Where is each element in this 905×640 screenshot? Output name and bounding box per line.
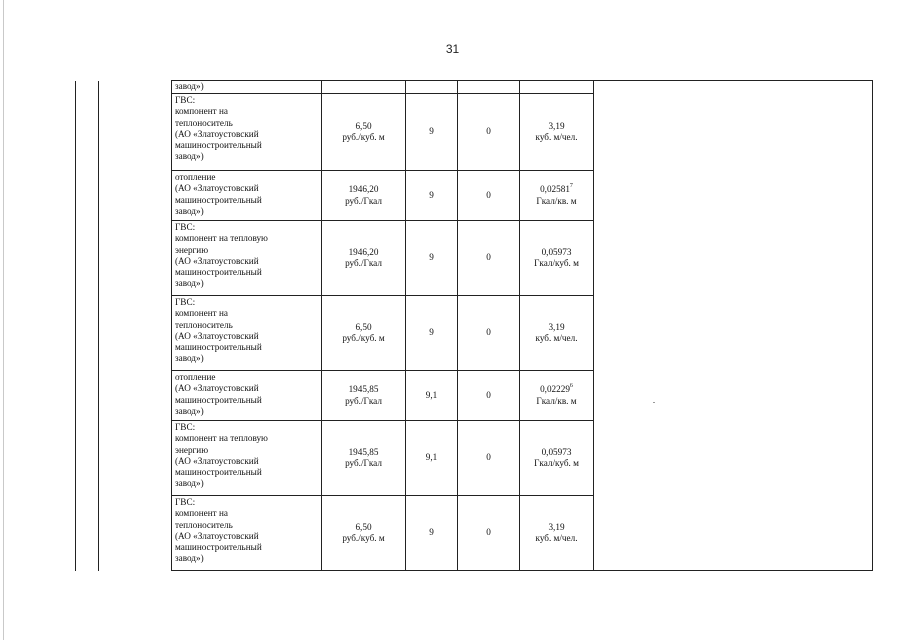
page-number: 31 (445, 42, 460, 56)
service-name-line: завод») (175, 151, 204, 162)
service-name-line: компонент на (175, 106, 228, 117)
cell-norm (520, 496, 594, 571)
cell-col3: 9 (406, 171, 458, 221)
price-value: 1946,20 (348, 246, 379, 257)
norm-value: 3,19 (548, 321, 565, 332)
cell-norm (520, 421, 594, 496)
cell-norm (520, 94, 594, 171)
norm-value: 0,05973 (541, 446, 572, 457)
cell-index (76, 81, 99, 94)
cell-price (322, 221, 406, 296)
footnote-mark: 7 (569, 183, 573, 190)
cell-service-name (172, 296, 322, 371)
service-name-line: завод») (175, 478, 204, 489)
cell-price-empty (322, 81, 406, 94)
cell-col4-empty (458, 81, 520, 94)
service-name-line: завод») (175, 405, 204, 416)
service-name-line: завод») (175, 353, 204, 364)
service-name-line: отопление (175, 172, 216, 182)
norm-unit: Гкал/кв. м (536, 395, 577, 406)
cell-norm (520, 371, 594, 421)
cell-service-name (172, 171, 322, 221)
service-name-line: компонент на тепловую (175, 433, 268, 444)
scan-speck (653, 402, 655, 403)
cell-service-name (172, 421, 322, 496)
service-name-line: машиностроительный (175, 467, 262, 478)
norm-value-line (522, 121, 591, 132)
service-name-line: (АО «Златоустовский (175, 530, 259, 541)
cell-service-name (172, 371, 322, 421)
price-value: 6,50 (355, 321, 372, 332)
service-name-line: машиностроительный (175, 194, 262, 205)
cell-col3: 9 (406, 221, 458, 296)
cell-index (76, 421, 99, 496)
norm-unit: Гкал/куб. м (534, 458, 579, 468)
cell-group (99, 81, 172, 94)
norm-unit: куб. м/чел. (535, 533, 578, 543)
page-left-edge (3, 0, 4, 640)
cell-index (76, 296, 99, 371)
service-name-line: теплоноситель (175, 319, 233, 330)
table-body (76, 81, 873, 571)
norm-unit: куб. м/чел. (535, 333, 578, 343)
continuation-row (76, 81, 873, 94)
service-name-line: (АО «Златоустовский (175, 383, 259, 394)
cell-norm (520, 296, 594, 371)
continuation-text: завод») (172, 81, 322, 94)
price-unit: руб./Гкал (345, 395, 382, 406)
tariff-table (75, 80, 873, 571)
cell-col4: 0 (458, 421, 520, 496)
service-name-line: (АО «Златоустовский (175, 455, 259, 466)
cell-index (76, 221, 99, 296)
cell-group (99, 221, 172, 296)
price-unit: руб./куб. м (342, 333, 385, 343)
service-name-line: компонент на (175, 308, 228, 319)
service-name-line: завод») (175, 205, 204, 216)
cell-price (322, 296, 406, 371)
cell-norm (520, 171, 594, 221)
cell-col3: 9,1 (406, 421, 458, 496)
cell-price (322, 371, 406, 421)
cell-service-name (172, 94, 322, 171)
cell-norm (520, 221, 594, 296)
service-name-line: ГВС: (175, 95, 196, 105)
cell-group (99, 371, 172, 421)
price-value: 6,50 (355, 120, 372, 131)
cell-col4: 0 (458, 371, 520, 421)
service-name-line: компонент на тепловую (175, 233, 268, 244)
cell-col4: 0 (458, 94, 520, 171)
cell-group (99, 496, 172, 571)
cell-col4: 0 (458, 296, 520, 371)
cell-index (76, 94, 99, 171)
cell-group (99, 171, 172, 221)
norm-unit: куб. м/чел. (535, 132, 578, 142)
norm-value: 0,02229 (540, 384, 570, 395)
service-name-line: ГВС: (175, 222, 196, 232)
cell-index (76, 171, 99, 221)
norm-unit: Гкал/куб. м (534, 258, 579, 268)
price-unit: руб./Гкал (345, 195, 382, 206)
comment-column (594, 81, 873, 571)
cell-col3: 9,1 (406, 371, 458, 421)
price-value: 1945,85 (348, 446, 379, 457)
service-name-line: энергию (175, 444, 209, 455)
norm-value-line (522, 522, 591, 533)
norm-unit: Гкал/кв. м (536, 195, 577, 206)
norm-value-line (522, 384, 591, 395)
price-value: 6,50 (355, 521, 372, 532)
cell-col4: 0 (458, 496, 520, 571)
service-name-line: ГВС: (175, 297, 196, 307)
service-name-line: теплоноситель (175, 519, 233, 530)
cell-index (76, 371, 99, 421)
norm-value-line (522, 322, 591, 333)
norm-value: 0,05973 (541, 246, 572, 257)
cell-service-name (172, 221, 322, 296)
norm-value: 3,19 (548, 521, 565, 532)
norm-value-line (522, 447, 591, 458)
service-name-line: (АО «Златоустовский (175, 330, 259, 341)
footnote-mark: 6 (569, 383, 573, 390)
service-name-line: машиностроительный (175, 140, 262, 151)
norm-value-line (522, 247, 591, 258)
service-name-line: машиностроительный (175, 542, 262, 553)
cell-col4: 0 (458, 221, 520, 296)
service-name-line: ГВС: (175, 422, 196, 432)
cell-group (99, 296, 172, 371)
service-name-line: (АО «Златоустовский (175, 255, 259, 266)
cell-col3-empty (406, 81, 458, 94)
price-unit: руб./куб. м (342, 132, 385, 142)
cell-service-name (172, 496, 322, 571)
service-name-line: энергию (175, 244, 209, 255)
cell-price (322, 94, 406, 171)
service-name-line: завод») (175, 553, 204, 564)
cell-col3: 9 (406, 296, 458, 371)
price-value: 1945,85 (348, 384, 379, 395)
cell-index (76, 496, 99, 571)
service-name-line: машиностроительный (175, 342, 262, 353)
service-name-line: завод») (175, 278, 204, 289)
cell-price (322, 421, 406, 496)
cell-col3: 9 (406, 94, 458, 171)
service-name-line: отопление (175, 372, 216, 382)
cell-group (99, 94, 172, 171)
cell-group (99, 421, 172, 496)
service-name-line: машиностроительный (175, 267, 262, 278)
service-name-line: ГВС: (175, 497, 196, 507)
cell-price (322, 171, 406, 221)
service-name-line: (АО «Златоустовский (175, 128, 259, 139)
norm-value: 3,19 (548, 120, 565, 131)
cell-col4: 0 (458, 171, 520, 221)
service-name-line: компонент на (175, 508, 228, 519)
price-unit: руб./Гкал (345, 458, 382, 468)
norm-value: 0,02581 (540, 184, 570, 195)
service-name-line: теплоноситель (175, 117, 233, 128)
cell-norm-empty (520, 81, 594, 94)
price-unit: руб./Гкал (345, 258, 382, 268)
service-name-line: машиностроительный (175, 394, 262, 405)
norm-value-line (522, 184, 591, 195)
service-name-line: (АО «Златоустовский (175, 183, 259, 194)
cell-price (322, 496, 406, 571)
tariff-table-wrapper (75, 80, 873, 571)
price-unit: руб./куб. м (342, 533, 385, 543)
cell-col3: 9 (406, 496, 458, 571)
price-value: 1946,20 (348, 184, 379, 195)
